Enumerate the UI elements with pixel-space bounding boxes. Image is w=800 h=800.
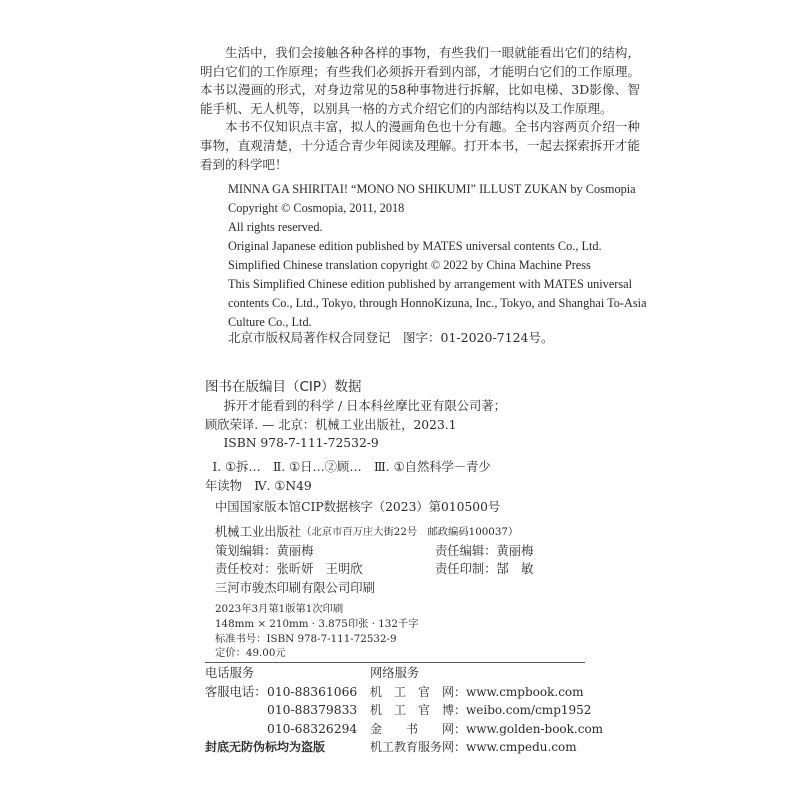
copyright-line: Simplified Chinese translation copyright © 2022 by China Machine Press [228,258,591,272]
contact-row [205,720,605,739]
cip-class-line: 年读物 Ⅳ. ①N49 [205,479,312,493]
copyright-line: contents Co., Ltd., Tokyo, through HonnoKizuna, Inc., Tokyo, and Shanghai To-Asia [228,296,647,310]
format-info: 148mm × 210mm · 3.875印张 · 132千字 [215,617,419,630]
intro-paragraph: 本书不仅知识点丰富，拟人的漫画角色也十分有趣。全书内容两页介绍一种事物，直观清楚，十分适合青少年阅读及理解。打开本书，一起去探索拆开才能看到的科学吧！ [200,119,640,172]
proof-row [215,560,635,579]
phone-number: 010-68326294 [267,721,358,736]
web-service-item: 机 工 官 网：www.cmpbook.com [370,684,584,699]
printer: 三河市骏杰印刷有限公司印刷 [215,581,375,596]
isbn-info: 标准书号：ISBN 978-7-111-72532-9 [215,632,397,645]
copyright-block [228,180,648,332]
planning-editor: 策划编辑：黄丽梅 [215,543,314,558]
contact-row [205,701,605,720]
copyright-registration: 北京市版权局著作权合同登记 图字：01-2020-7124号。 [228,330,554,345]
network-service-heading: 网络服务 [370,666,420,680]
publisher-block [215,523,635,598]
cip-class-line: Ⅰ. ①拆… Ⅱ. ①日…②顾… Ⅲ. ①自然科学－青少 [212,460,491,474]
cip-line: 拆开才能看到的科学 / 日本科丝摩比亚有限公司著； [223,399,506,413]
phone-cell [205,683,370,702]
web-service-item: 机工教育服务网：www.cmpedu.com [370,740,577,755]
contact-heading-row [205,664,605,683]
phone-cell [205,701,370,720]
copyright-line: Copyright © Cosmopia, 2011, 2018 [228,201,405,215]
publisher-address: （北京市百万庄大街22号 邮政编码100037） [301,526,519,538]
printing-info: 2023年3月第1版第1次印刷 [215,603,344,615]
phone-number: 010-88361066 [267,684,358,699]
editor-row [215,542,635,561]
phone-service-heading: 电话服务 [205,666,255,680]
divider [205,662,585,663]
phone-cell [205,720,370,739]
contact-row [205,683,605,702]
proofreader: 责任校对：张昕妍 王明欣 [215,562,363,577]
price-info: 定价：49.00元 [215,647,286,660]
responsible-editor: 责任编辑：黄丽梅 [435,543,534,558]
cip-title: 图书在版编目（CIP）数据 [205,379,362,395]
cip-line: ISBN 978-7-111-72532-9 [223,436,379,450]
copyright-line: Culture Co., Ltd. [228,315,312,329]
cip-classification [205,458,505,496]
intro-section [200,44,640,174]
copyright-line: Original Japanese edition published by MATES universal contents Co., Ltd. [228,239,602,253]
service-phone-label: 客服电话： [205,684,267,699]
web-service-item: 机 工 官 博：weibo.com/cmp1952 [370,703,592,718]
copyright-line: All rights reserved. [228,220,323,234]
edition-block [215,602,419,661]
contact-block [205,664,605,757]
cip-line: 顾欣荣译. — 北京：机械工业出版社，2023.1 [205,417,457,432]
intro-paragraph: 生活中，我们会接触各种各样的事物，有些我们一眼就能看出它们的结构，明白它们的工作原理；有些我们必须拆开看到内部，才能明白它们的工作原理。本书以漫画的形式，对身边常见的58种事物进行拆解，比如电梯、3D影像、智能手机、无人机等，以别具一格的方式介绍它们的内部结构以及工作原理。 [200,45,640,116]
contact-row [205,738,605,757]
cip-number: 中国国家版本馆CIP数据核字（2023）第010500号 [215,500,501,514]
copyright-line: MINNA GA SHIRITAI! “MONO NO SHIKUMI” ILLUST ZUKAN by Cosmopia [228,182,636,196]
publisher-row [215,523,635,542]
publisher-name: 机械工业出版社 [215,525,302,539]
printing-supervisor: 责任印制：郜 敏 [435,562,534,577]
anti-counterfeit-notice: 封底无防伪标均为盗版 [205,740,326,755]
cip-record [205,397,505,453]
phone-number: 010-88379833 [267,703,358,718]
copyright-line: This Simplified Chinese edition published by arrangement with MATES universal [228,277,633,291]
web-service-item: 金 书 网：www.golden-book.com [370,721,604,736]
